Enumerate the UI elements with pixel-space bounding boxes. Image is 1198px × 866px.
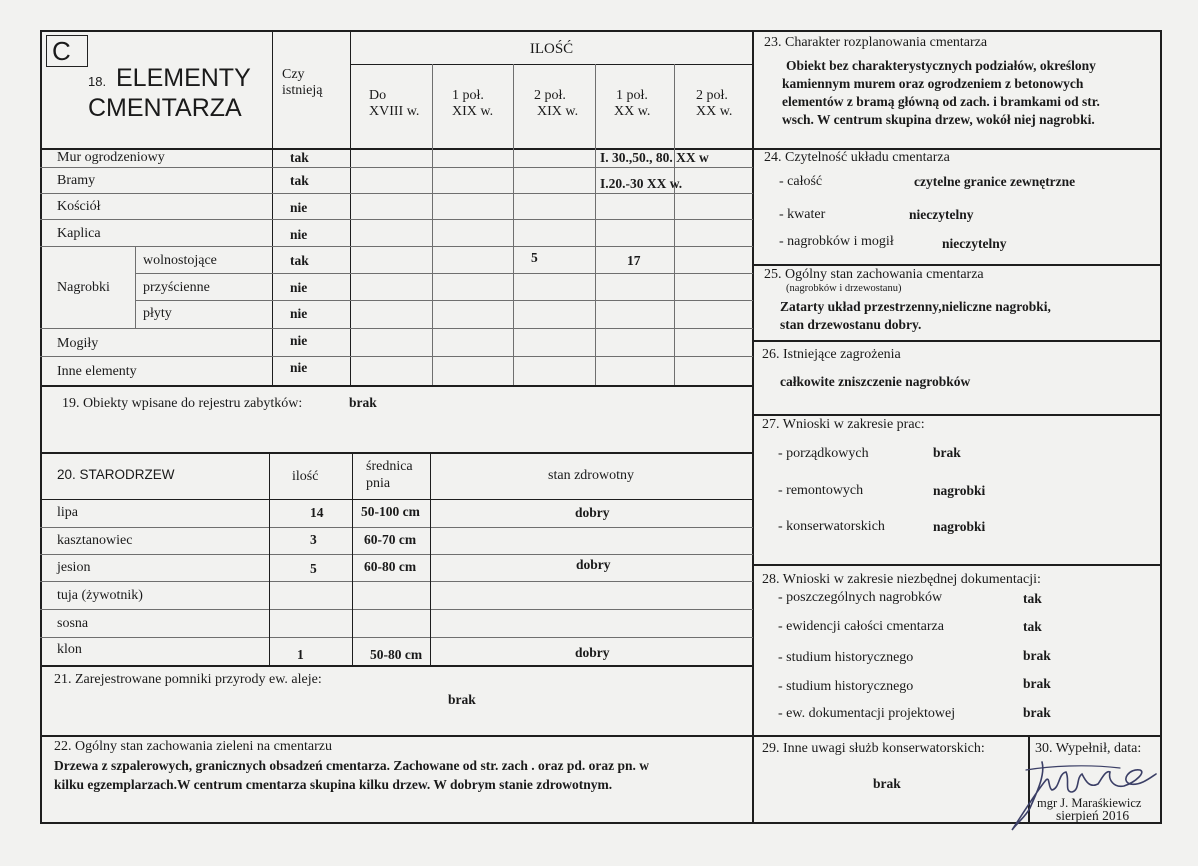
period-3-l1: 2 poł. — [534, 88, 566, 103]
s28-item-value: brak — [1023, 648, 1051, 663]
row-wolnostojace-value: tak — [290, 253, 309, 268]
s21-top-line — [40, 665, 754, 667]
s25-line-2: stan drzewostanu dobry. — [780, 317, 922, 332]
s28-item-label: - studium historycznego — [778, 650, 914, 665]
row-inne-label: Inne elementy — [57, 364, 137, 379]
s28-item-value: brak — [1023, 676, 1051, 691]
s19-label: 19. Obiekty wpisane do rejestru zabytków: — [62, 396, 303, 411]
s30-name: mgr J. Maraśkiewicz — [1037, 796, 1142, 810]
s26-label: 26. Istniejące zagrożenia — [762, 347, 901, 362]
row-przyscienne-value: nie — [290, 280, 308, 295]
tree-diam: 60-70 cm — [364, 532, 417, 547]
s22-line-1: Drzewa z szpalerowych, granicznych obsadzeń cmentarza. Zachowane od str. zach . oraz pd. oraz pn. w — [54, 758, 650, 773]
s28-item-value: tak — [1023, 591, 1042, 606]
s24-nagrobkow-value: nieczytelny — [942, 236, 1007, 251]
s27-item-value: brak — [933, 445, 961, 460]
s23-line-4: wsch. W centrum skupina drzew, wokół niej nagrobki. — [782, 112, 1095, 127]
s20-row-line — [40, 581, 753, 582]
row-line — [135, 273, 753, 274]
s25-sub: (nagrobków i drzewostanu) — [786, 283, 902, 294]
s20-row-line — [40, 527, 753, 528]
s30-date: sierpień 2016 — [1056, 808, 1130, 823]
ilosc-subline — [350, 64, 753, 65]
tree-count: 3 — [310, 532, 317, 547]
s28-item-label: - ewidencji całości cmentarza — [778, 619, 944, 634]
row-wolnostojace-label: wolnostojące — [143, 253, 217, 268]
row-wolnostojace-xix2: 5 — [531, 250, 538, 265]
tree-name: lipa — [57, 505, 78, 520]
s20-row-line — [40, 554, 753, 555]
s25-top-line — [752, 264, 1162, 266]
s20-col-srednica-2: pnia — [366, 476, 391, 491]
s27-item-label: - porządkowych — [778, 446, 869, 461]
s29-top-line — [752, 735, 1162, 737]
s24-label: 24. Czytelność układu cmentarza — [764, 150, 950, 165]
period-3-l2: XIX w. — [537, 104, 579, 119]
period-1-l2: XVIII w. — [369, 104, 420, 119]
s20-row-line — [40, 637, 753, 638]
row-kosciol-value: nie — [290, 200, 308, 215]
tree-name: jesion — [57, 560, 91, 575]
s20-title: 20. STARODRZEW — [57, 467, 175, 482]
s27-item-label: - konserwatorskich — [778, 519, 885, 534]
s19-top-line — [40, 385, 754, 387]
s25-label: 25. Ogólny stan zachowania cmentarza — [764, 267, 984, 282]
row-kosciol-label: Kościół — [57, 199, 101, 214]
row-bramy-label: Bramy — [57, 173, 96, 188]
s28-item-value: tak — [1023, 619, 1042, 634]
s26-value: całkowite zniszczenie nagrobków — [780, 374, 971, 389]
col-div-2 — [513, 64, 514, 385]
row-inne-value: nie — [290, 360, 308, 375]
period-2-l2: XIX w. — [452, 104, 494, 119]
s28-item-value: brak — [1023, 705, 1051, 720]
s24-kwater-value: nieczytelny — [909, 207, 974, 222]
period-4-l1: 1 poł. — [616, 88, 648, 103]
tree-diam: 60-80 cm — [364, 559, 417, 574]
s28-top-line — [752, 564, 1162, 566]
s29-value: brak — [873, 776, 901, 791]
row-bramy-value: tak — [290, 173, 309, 188]
s21-label: 21. Zarejestrowane pomniki przyrody ew. aleje: — [54, 672, 322, 687]
s24-calosc-label: - całość — [779, 174, 823, 189]
s27-item-value: nagrobki — [933, 519, 986, 534]
col-div-4 — [674, 64, 675, 385]
s27-label: 27. Wnioski w zakresie prac: — [762, 417, 925, 432]
col-div-1 — [432, 64, 433, 385]
row-mogily-label: Mogiły — [57, 336, 99, 351]
signature-icon — [990, 748, 1160, 840]
row-line — [135, 300, 753, 301]
col-czy-left — [272, 30, 273, 385]
nagrobki-divider — [135, 246, 136, 328]
tree-state: dobry — [575, 505, 610, 520]
section-number: 18. — [88, 74, 107, 89]
row-przyscienne-label: przyścienne — [143, 280, 210, 295]
s20-col-srednica-1: średnica — [366, 459, 413, 474]
s20-col-ilosc: ilość — [292, 469, 319, 484]
row-line — [40, 356, 753, 357]
section-letter: C — [52, 36, 71, 66]
tree-diam: 50-80 cm — [370, 647, 423, 662]
row-nagrobki-label: Nagrobki — [57, 280, 110, 295]
row-mur-note: I. 30.,50., 80. XX w — [600, 150, 709, 165]
s20-col-2 — [352, 452, 353, 665]
period-2-l1: 1 poł. — [452, 88, 484, 103]
tree-count: 1 — [297, 647, 304, 662]
tree-count: 14 — [310, 505, 324, 520]
s23-label: 23. Charakter rozplanowania cmentarza — [764, 35, 988, 50]
row-bramy-note: I.20.-30 XX w. — [600, 176, 683, 191]
row-line — [40, 167, 753, 168]
row-mur-label: Mur ogrodzeniowy — [57, 150, 165, 165]
row-line — [40, 246, 753, 247]
tree-count: 5 — [310, 561, 317, 576]
s20-header-line — [40, 499, 754, 500]
s21-value: brak — [448, 692, 476, 707]
tree-name: sosna — [57, 616, 89, 631]
s19-value: brak — [349, 395, 377, 410]
col-div-3 — [595, 64, 596, 385]
period-1-l1: Do — [369, 88, 387, 103]
czy-label-1: Czy — [282, 67, 305, 82]
s28-label: 28. Wnioski w zakresie niezbędnej dokumentacji: — [762, 572, 1041, 587]
s24-nagrobkow-label: - nagrobków i mogił — [779, 234, 894, 249]
czy-label-2: istnieją — [282, 83, 323, 98]
row-line — [40, 193, 753, 194]
period-4-l2: XX w. — [614, 104, 651, 119]
s23-line-1: Obiekt bez charakterystycznych podziałów, określony — [786, 58, 1096, 73]
s30-label: 30. Wypełnił, data: — [1035, 741, 1142, 756]
tree-name: tuja (żywotnik) — [57, 588, 143, 603]
period-5-l2: XX w. — [696, 104, 733, 119]
s28-item-label: - ew. dokumentacji projektowej — [778, 706, 956, 721]
row-mogily-value: nie — [290, 333, 308, 348]
s20-col-1 — [269, 452, 270, 665]
row-wolnostojace-xx1: 17 — [627, 253, 641, 268]
s22-top-line — [40, 735, 754, 737]
s22-label: 22. Ogólny stan zachowania zieleni na cmentarzu — [54, 739, 332, 754]
ilosc-header: ILOŚĆ — [529, 41, 574, 57]
tree-name: klon — [57, 642, 82, 657]
section-title-1: ELEMENTY — [116, 64, 251, 92]
s27-item-label: - remontowych — [778, 483, 864, 498]
s28-item-label: - studium historycznego — [778, 679, 914, 694]
row-kaplica-value: nie — [290, 227, 308, 242]
row-line — [40, 219, 753, 220]
row-plyty-value: nie — [290, 306, 308, 321]
col-ilosc-left — [350, 30, 351, 385]
tree-name: kasztanowiec — [57, 533, 133, 548]
row-plyty-label: płyty — [143, 306, 172, 321]
s28-item-label: - poszczególnych nagrobków — [778, 590, 943, 605]
row-kaplica-label: Kaplica — [57, 226, 101, 241]
s22-line-2: kilku egzemplarzach.W centrum cmentarza skupina kilku drzew. W dobrym stanie zdrowotnym. — [54, 777, 613, 792]
s25-line-1: Zatarty układ przestrzenny,nieliczne nagrobki, — [780, 299, 1051, 314]
s26-top-line — [752, 340, 1162, 342]
section-title-2: CMENTARZA — [88, 94, 242, 122]
frame-top — [40, 30, 1162, 32]
s27-item-value: nagrobki — [933, 483, 986, 498]
s23-line-2: kamiennym murem oraz ogrodzeniem z betonowych — [782, 76, 1084, 91]
s29-label: 29. Inne uwagi służb konserwatorskich: — [762, 741, 985, 756]
s23-line-3: elementów z bramą główną od zach. i bramkami od str. — [782, 94, 1100, 109]
s20-row-line — [40, 609, 753, 610]
tree-state: dobry — [576, 557, 611, 572]
section-letter-box — [46, 35, 88, 67]
s20-top-line — [40, 452, 754, 454]
s24-calosc-value: czytelne granice zewnętrzne — [914, 174, 1076, 189]
row-mur-value: tak — [290, 150, 309, 165]
row-line — [40, 328, 753, 329]
s20-col-stan: stan zdrowotny — [548, 468, 634, 483]
period-5-l1: 2 poł. — [696, 88, 728, 103]
tree-state: dobry — [575, 645, 610, 660]
s27-top-line — [752, 414, 1162, 416]
s24-kwater-label: - kwater — [779, 207, 826, 222]
tree-diam: 50-100 cm — [361, 504, 420, 519]
